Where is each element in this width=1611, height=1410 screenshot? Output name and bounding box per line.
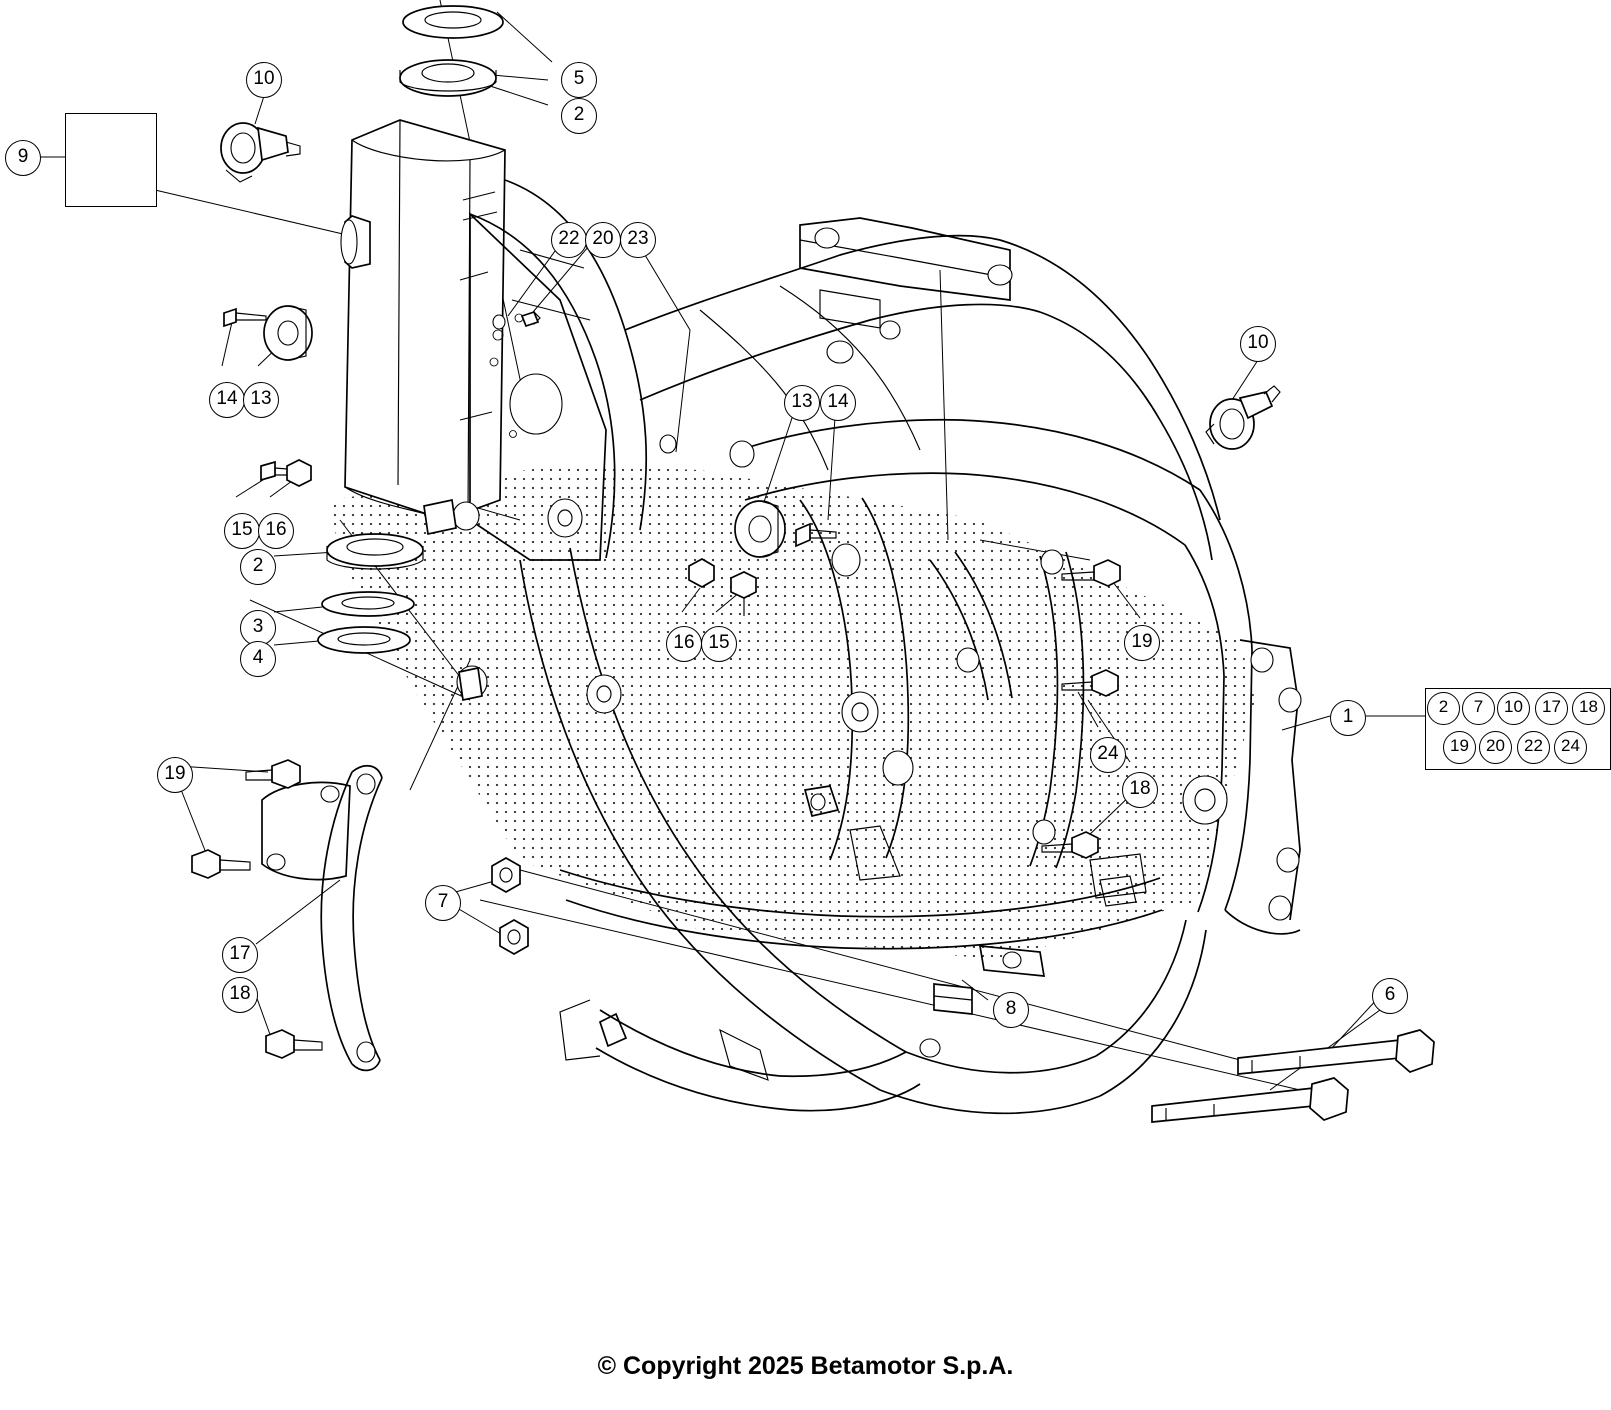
- callout-10-top[interactable]: 10: [246, 62, 282, 98]
- legend-item-5[interactable]: 18: [1572, 692, 1605, 725]
- callout-24[interactable]: 24: [1090, 737, 1126, 773]
- legend-item-1[interactable]: 2: [1427, 692, 1460, 725]
- callout-5[interactable]: 5: [561, 62, 597, 98]
- callout-13-left[interactable]: 13: [243, 382, 279, 418]
- callout-6[interactable]: 6: [1372, 978, 1408, 1014]
- callout-23[interactable]: 23: [620, 222, 656, 258]
- callout-14-left[interactable]: 14: [209, 382, 245, 418]
- callout-7[interactable]: 7: [425, 885, 461, 921]
- callout-15-mid[interactable]: 15: [701, 626, 737, 662]
- legend-grid: [1425, 690, 1607, 768]
- legend-item-6[interactable]: 19: [1443, 731, 1476, 764]
- key-set-box: [65, 113, 157, 207]
- callout-16-mid[interactable]: 16: [666, 626, 702, 662]
- callout-14-mid[interactable]: 14: [820, 385, 856, 421]
- callout-2-ring[interactable]: 2: [240, 549, 276, 585]
- callout-18-right[interactable]: 18: [1122, 772, 1158, 808]
- legend-item-4[interactable]: 17: [1535, 692, 1568, 725]
- legend-item-2[interactable]: 7: [1462, 692, 1495, 725]
- legend-item-7[interactable]: 20: [1479, 731, 1512, 764]
- callout-20[interactable]: 20: [585, 222, 621, 258]
- legend-item-9[interactable]: 24: [1554, 731, 1587, 764]
- callout-3[interactable]: 3: [240, 610, 276, 646]
- callout-4[interactable]: 4: [240, 641, 276, 677]
- legend-item-3[interactable]: 10: [1497, 692, 1530, 725]
- callout-9[interactable]: 9: [5, 140, 41, 176]
- legend-item-8[interactable]: 22: [1517, 731, 1550, 764]
- callout-15-left[interactable]: 15: [224, 513, 260, 549]
- callout-10-right[interactable]: 10: [1240, 326, 1276, 362]
- callout-17[interactable]: 17: [222, 937, 258, 973]
- callout-22[interactable]: 22: [551, 222, 587, 258]
- callout-13-mid[interactable]: 13: [784, 385, 820, 421]
- callout-1[interactable]: 1: [1330, 700, 1366, 736]
- callout-16-left[interactable]: 16: [258, 513, 294, 549]
- callout-19-left[interactable]: 19: [157, 757, 193, 793]
- callout-18-left[interactable]: 18: [222, 977, 258, 1013]
- callout-8[interactable]: 8: [993, 992, 1029, 1028]
- copyright-notice: © Copyright 2025 Betamotor S.p.A.: [597, 1352, 1014, 1380]
- callout-2-top[interactable]: 2: [561, 98, 597, 134]
- callout-19-right[interactable]: 19: [1124, 625, 1160, 661]
